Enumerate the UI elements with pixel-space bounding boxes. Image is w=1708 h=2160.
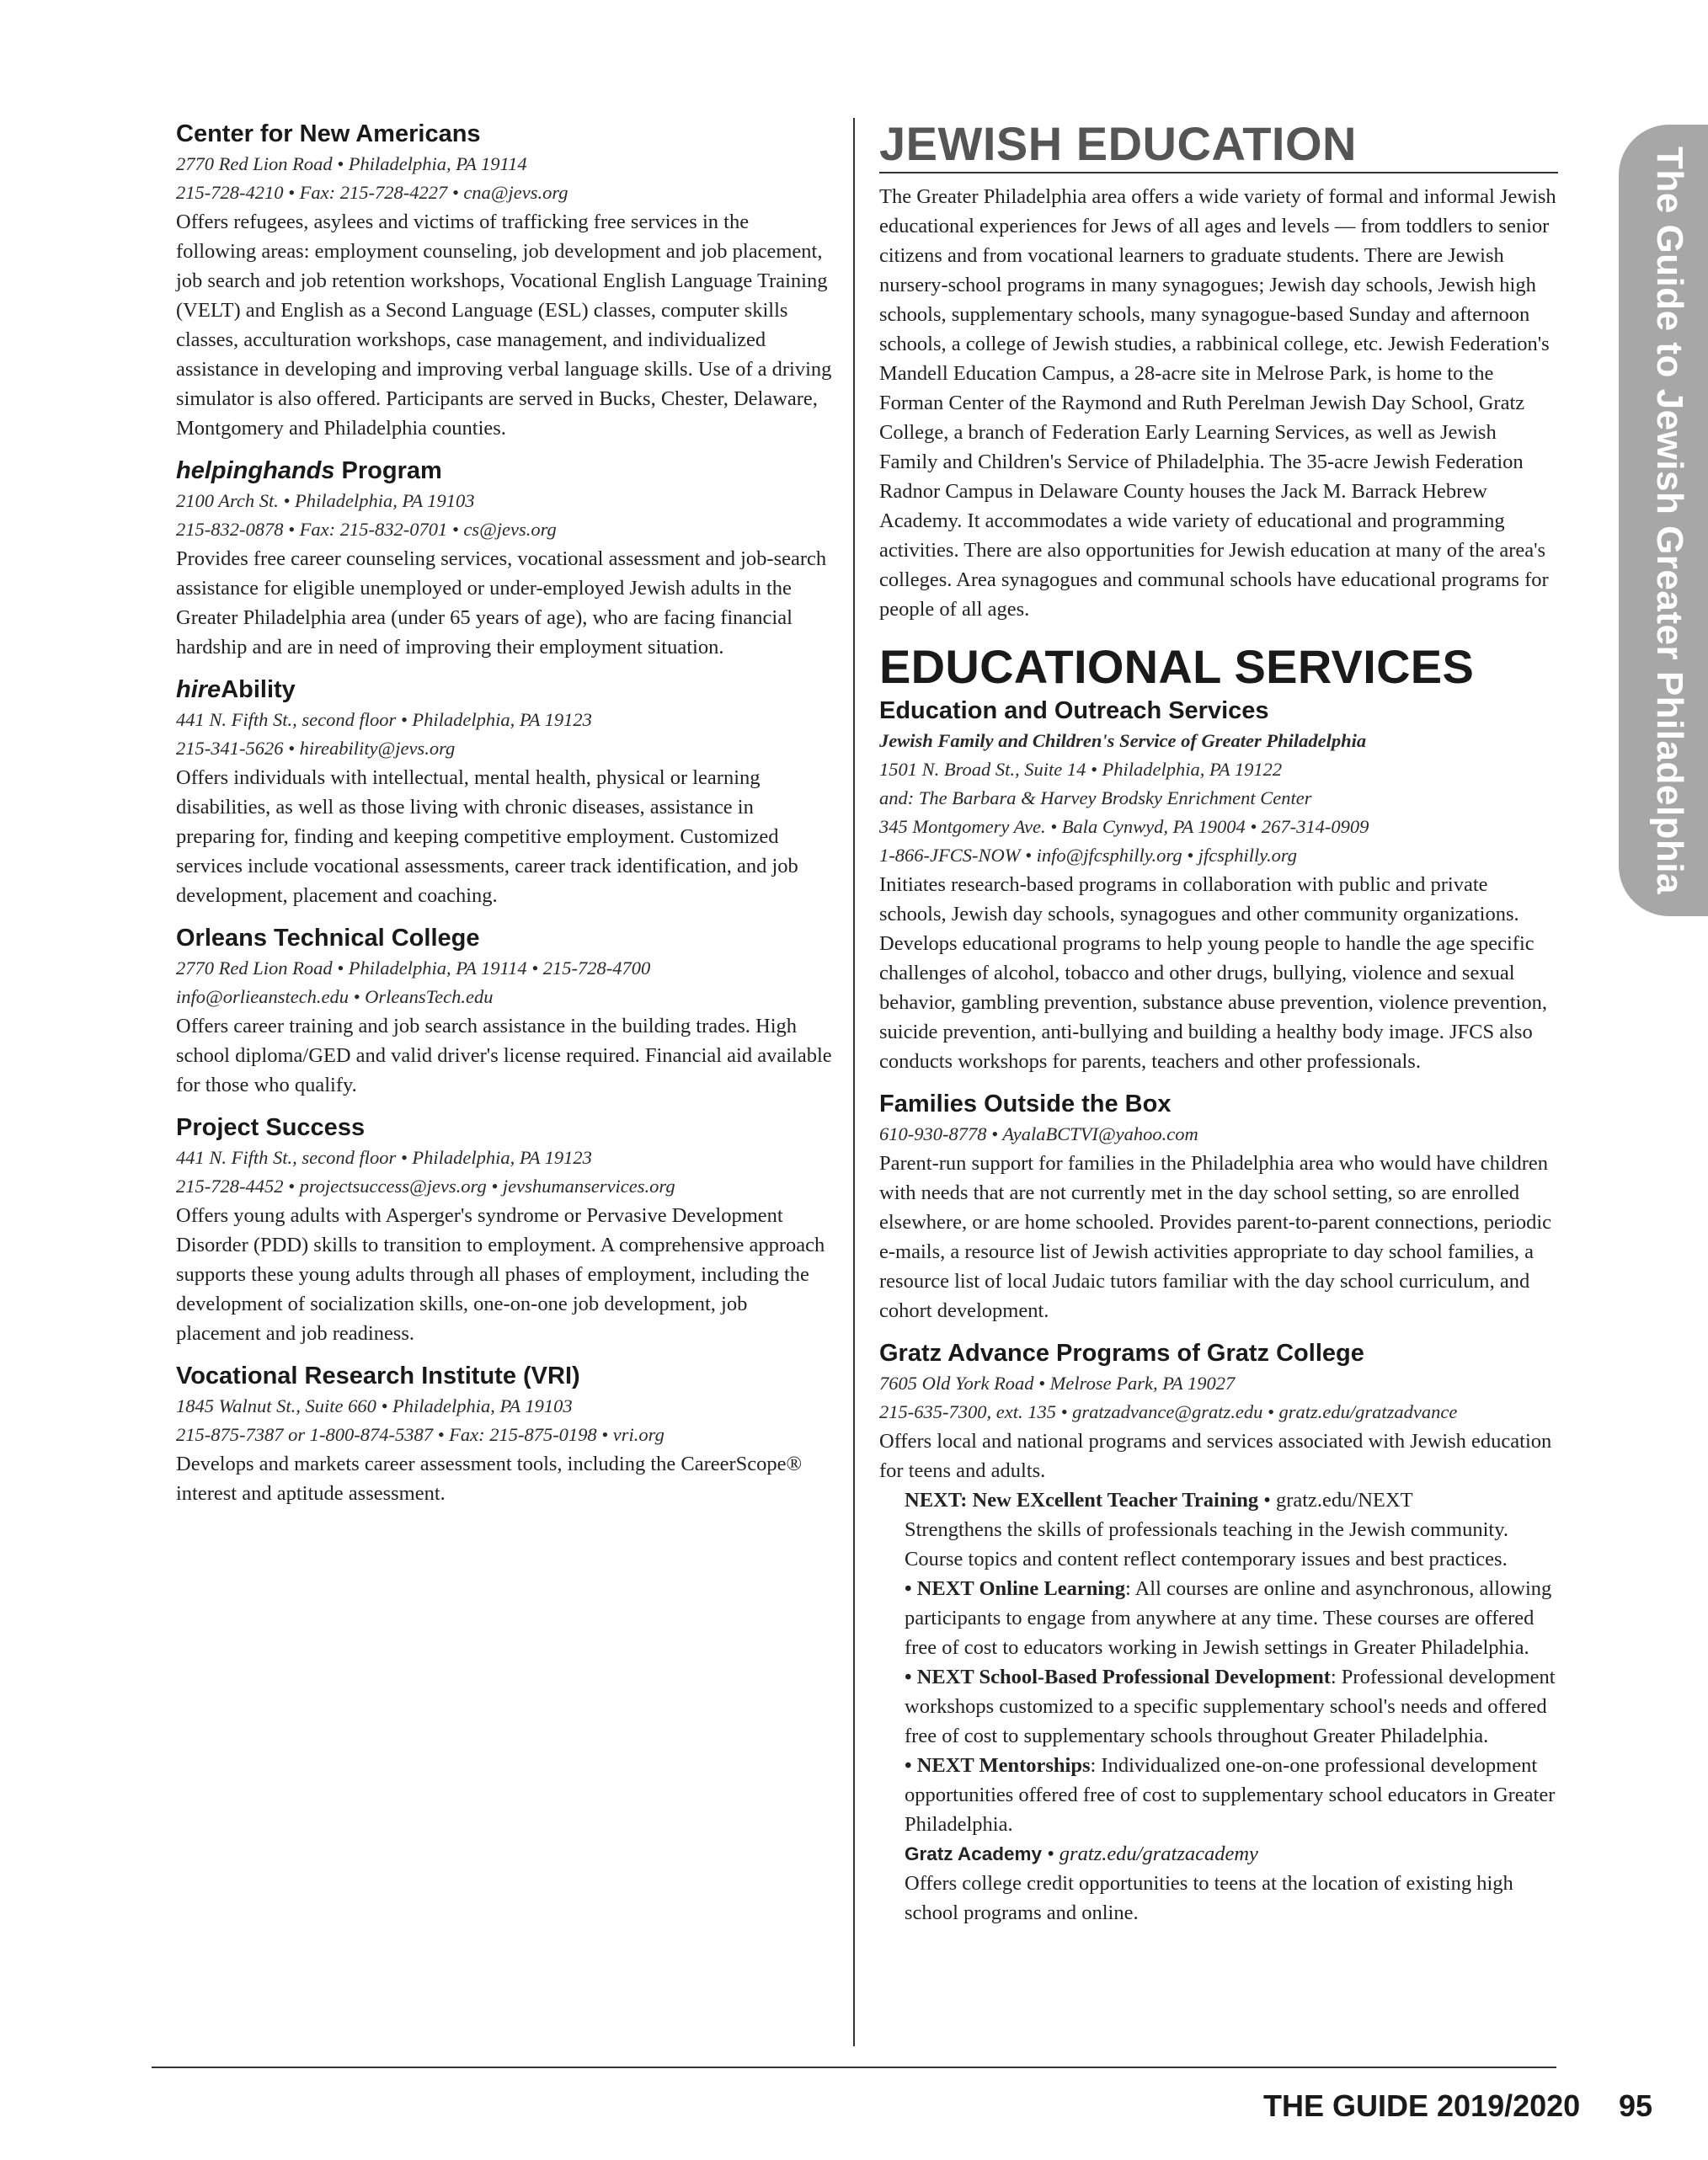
educational-services-heading: EDUCATIONAL SERVICES [879, 640, 1475, 693]
entry-description: Offers local and national programs and services associated with Jewish education for teens and adults. [879, 1430, 1552, 1482]
entry-contact: 215-341-5626 • hireability@jevs.org [176, 738, 456, 759]
footer-title: THE GUIDE 2019/2020 [1263, 2088, 1581, 2123]
entry-hireability [176, 674, 833, 910]
entry-description: Provides free career counseling services, vocational assessment and job-search assistance for eligible unemployed or under-employed Jewish adults in the Greater Philadelphia area (under 65 years of age), who are facing financial hardship and are in need of improving their employment situation. [176, 547, 827, 659]
entry-name: Center for New Americans [176, 120, 481, 147]
jewish-education-body: The Greater Philadelphia area offers a wide variety of formal and informal Jewish educational experiences for Jews of all ages and levels — from toddlers to senior citizens and from vocational learners to graduate students. There are Jewish nursery-school programs in many synagogues; Jewish day schools, Jewish high schools, supplementary schools, many synagogue-based Sunday and afternoon schools, a college of Jewish studies, a rabbinical college, etc. Jewish Federation's Mandell Education Campus, a 28-acre site in Melrose Park, is home to the Forman Center of the Raymond and Ruth Perelman Jewish Day School, Gratz College, a branch of Federation Early Learning Services, as well as Jewish Family and Children's Service of Philadelphia. The 35-acre Jewish Federation Radnor Campus in Delaware County houses the Jack M. Barrack Hebrew Academy. It accommodates a wide variety of educational and programming activities. There are also opportunities for Jewish education at many of the area's colleges. Area synagogues and communal schools have educational programs for people of all ages. [879, 185, 1556, 621]
entry-name: Gratz Advance Programs of Gratz College [879, 1340, 1364, 1367]
jewish-education-heading: JEWISH EDUCATION [879, 117, 1357, 170]
entry-contact: 215-728-4210 • Fax: 215-728-4227 • cna@jevs.org [176, 182, 568, 203]
entry-contact: 215-832-0878 • Fax: 215-832-0701 • cs@jevs.org [176, 519, 557, 540]
entry-name: Vocational Research Institute (VRI) [176, 1363, 580, 1389]
entry-organization: Jewish Family and Children's Service of Greater Philadelphia [879, 730, 1367, 751]
entry-families-outside-the-box [879, 1088, 1558, 1325]
entry-name: Project Success [176, 1114, 366, 1141]
next-program-title: NEXT: New EXcellent Teacher Training • gratz.edu/NEXT [905, 1489, 1413, 1512]
entry-contact: 610-930-8778 • AyalaBCTVI@yahoo.com [879, 1123, 1198, 1144]
entry-education-outreach [879, 695, 1558, 1076]
entry-vocational-research-institute [176, 1360, 833, 1508]
entry-address: 2770 Red Lion Road • Philadelphia, PA 19114 • 215-728-4700 [176, 957, 651, 979]
entry-address: 441 N. Fifth St., second floor • Philadelphia, PA 19123 [176, 1147, 592, 1168]
entry-description: Develops and markets career assessment tools, including the CareerScope® interest and aptitude assessment. [176, 1453, 803, 1505]
entry-address-tertiary: 345 Montgomery Ave. • Bala Cynwyd, PA 19004 • 267-314-0909 [879, 816, 1369, 837]
entry-description: Offers individuals with intellectual, mental health, physical or learning disabilities, as well as those living with chronic diseases, assistance in preparing for, finding and keeping competitive employment. Customized services include vocational assessments, career track identification, and job development, placement and coaching. [176, 766, 798, 907]
entry-address: 1845 Walnut St., Suite 660 • Philadelphia, PA 19103 [176, 1395, 573, 1416]
entry-description: Offers refugees, asylees and victims of trafficking free services in the following areas: employment counseling, job development and job placement, job search and job retention workshops, Vocational English Language Training (VELT) and English as a Second Language (ESL) classes, computer skills classes, acculturation workshops, case management, and individualized assistance in developing and improving verbal language skills. Use of a driving simulator is also offered. Participants are served in Bucks, Chester, Delaware, Montgomery and Philadelphia counties. [176, 211, 832, 440]
right-column [879, 118, 1558, 1939]
entry-name-rest: Ability [221, 676, 296, 703]
entry-name: Orleans Technical College [176, 925, 480, 952]
column-divider [853, 118, 855, 2046]
entry-address: 2100 Arch St. • Philadelphia, PA 19103 [176, 490, 475, 511]
entry-address: 2770 Red Lion Road • Philadelphia, PA 19114 [176, 153, 527, 174]
entry-name-italic: hire [176, 676, 222, 703]
entry-address: 441 N. Fifth St., second floor • Philadelphia, PA 19123 [176, 709, 592, 730]
entry-name [176, 674, 833, 706]
entry-project-success [176, 1112, 833, 1348]
next-program-description: Strengthens the skills of professionals teaching in the Jewish community. Course topics and content reflect contemporary issues and best practices. [905, 1518, 1508, 1571]
left-column [176, 118, 833, 1520]
entry-description: Parent-run support for families in the Philadelphia area who would have children with needs that are not currently met in the day school setting, so are enrolled elsewhere, or are home schooled. Provides parent-to-parent connections, periodic e-mails, a resource list of Jewish activities appropriate to day school families, a resource list of local Judaic tutors familiar with the day school curriculum, and cohort development. [879, 1152, 1551, 1322]
next-mentorships: • NEXT Mentorships: Individualized one-on-one professional development opportunities offered free of cost to supplementary school educators in Greater Philadelphia. [905, 1754, 1556, 1836]
entry-helpinghands [176, 455, 833, 662]
gratz-sub-programs [905, 1485, 1558, 1928]
entry-contact: 215-875-7387 or 1-800-874-5387 • Fax: 215-875-0198 • vri.org [176, 1424, 665, 1445]
heading-rule [879, 172, 1558, 173]
page-number: 95 [1619, 2088, 1653, 2123]
footer-rule [152, 2067, 1556, 2068]
entry-description: Offers career training and job search assistance in the building trades. High school diploma/GED and valid driver's license required. Financial aid available for those who qualify. [176, 1015, 832, 1096]
entry-center-for-new-americans [176, 118, 833, 443]
gratz-academy-description: Offers college credit opportunities to teens at the location of existing high school programs and online. [905, 1872, 1513, 1924]
entry-description: Offers young adults with Asperger's syndrome or Pervasive Development Disorder (PDD) skills to transition to employment. A comprehensive approach supports these young adults through all phases of employment, including the development of socialization skills, one-on-one job development, job placement and job readiness. [176, 1204, 825, 1345]
next-school-based: • NEXT School-Based Professional Development: Professional development workshops customized to a specific supplementary school's needs and offered free of cost to supplementary schools throughout Greater Philadelphia. [905, 1666, 1556, 1747]
entry-address: 7605 Old York Road • Melrose Park, PA 19027 [879, 1373, 1236, 1394]
entry-contact: 215-635-7300, ext. 135 • gratzadvance@gratz.edu • gratz.edu/gratzadvance [879, 1401, 1458, 1422]
entry-name: Families Outside the Box [879, 1091, 1172, 1117]
entry-name [176, 455, 833, 487]
entry-name-italic: helpinghands [176, 457, 335, 484]
next-online-learning: • NEXT Online Learning: All courses are online and asynchronous, allowing participants to engage from anywhere at any time. These courses are offered free of cost to educators working in Jewish settings in Greater Philadelphia. [905, 1577, 1552, 1659]
entry-address: 1501 N. Broad St., Suite 14 • Philadelphia, PA 19122 [879, 759, 1283, 780]
entry-address-secondary: and: The Barbara & Harvey Brodsky Enrichment Center [879, 787, 1312, 808]
gratz-academy-title: Gratz Academy • gratz.edu/gratzacademy [905, 1843, 1258, 1865]
entry-name-rest: Program [334, 457, 442, 484]
entry-description: Initiates research-based programs in collaboration with public and private schools, Jewish day schools, synagogues and other community organizations. Develops educational programs to help young people to handle the age specific challenges of alcohol, tobacco and other drugs, bullying, violence and sexual behavior, gambling prevention, substance abuse prevention, violence prevention, suicide prevention, anti-bullying and building a healthy body image. JFCS also conducts workshops for parents, teachers and other professionals. [879, 873, 1547, 1073]
section-side-tab [1619, 125, 1708, 916]
entry-contact: info@orlieanstech.edu • OrleansTech.edu [176, 986, 494, 1007]
entry-contact: 1-866-JFCS-NOW • info@jfcsphilly.org • jfcsphilly.org [879, 845, 1297, 866]
entry-name: Education and Outreach Services [879, 697, 1269, 724]
entry-orleans-technical-college [176, 922, 833, 1100]
entry-contact: 215-728-4452 • projectsuccess@jevs.org • jevshumanservices.org [176, 1176, 675, 1197]
side-tab-label: The Guide to Jewish Greater Philadelphia [1649, 147, 1690, 894]
entry-gratz-advance [879, 1337, 1558, 1928]
